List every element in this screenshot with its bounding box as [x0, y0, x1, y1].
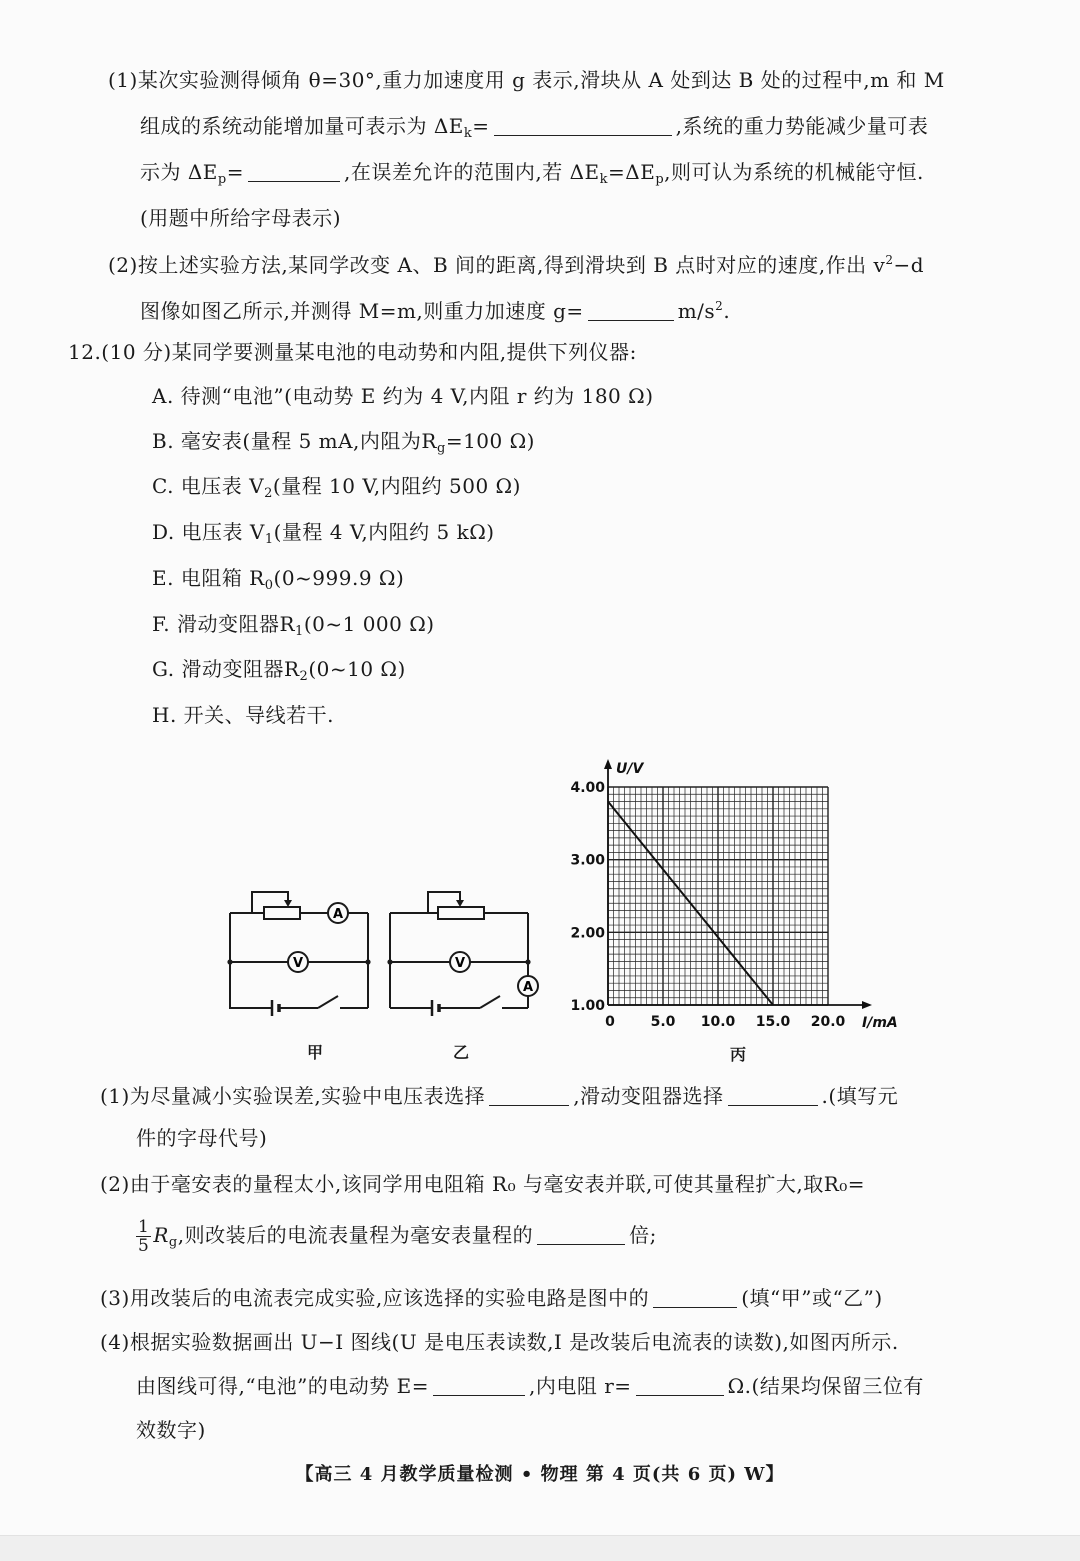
q12-sub1-line1: (1)为尽量减小实验误差,实验中电压表选择 ,滑动变阻器选择 .(填写元 [100, 1084, 899, 1108]
q12-sub3: (3)用改装后的电流表完成实验,应该选择的实验电路是图中的 (填“甲”或“乙”) [100, 1286, 883, 1310]
circuit-yi-diagram [380, 880, 550, 1020]
x-tick-label: 0 [605, 1014, 615, 1030]
figure-label-bing: 丙 [730, 1045, 747, 1064]
switch-icon [318, 996, 338, 1008]
x-tick-label: 5.0 [650, 1014, 676, 1030]
q12-item-c: C. 电压表 $V_2$(量程 10 V,内阻约 500 Ω) [152, 474, 521, 501]
figure-label-jia: 甲 [307, 1043, 324, 1062]
switch-icon [480, 996, 500, 1008]
q12-item-a: A. 待测“电池”(电动势 E 约为 4 V,内阻 r 约为 180 Ω) [152, 384, 654, 408]
answer-blank-rheostat[interactable] [728, 1083, 818, 1106]
y-tick-label: 3.00 [570, 852, 605, 869]
q12-item-h: H. 开关、导线若干. [152, 703, 335, 727]
q12-sub4-line2: 由图线可得,“电池”的电动势 E= ,内电阻 r= Ω.(结果均保留三位有 [136, 1374, 924, 1398]
wire [230, 913, 272, 1008]
answer-blank-g[interactable] [588, 298, 674, 321]
q12-header: 12.(10 分)某同学要测量某电池的电动势和内阻,提供下列仪器: [68, 340, 637, 364]
voltmeter-label: V [454, 956, 466, 971]
answer-blank-dek[interactable] [494, 113, 672, 136]
q12-sub4-line1: (4)根据实验数据画出 U−I 图线(U 是电压表读数,I 是改装后电流表的读数),如图丙所示. [100, 1330, 899, 1354]
y-axis-arrow [604, 759, 612, 769]
q12-item-f: F. 滑动变阻器$R_1(0\sim 1$ 000 Ω) [152, 612, 435, 639]
ammeter-label: A [332, 907, 344, 922]
answer-blank-internal-resistance[interactable] [636, 1373, 724, 1396]
x-axis-label: I/mA [862, 1015, 898, 1031]
q11-part2-line2: 图像如图乙所示,并测得 M=m,则重力加速度 $g= m/s^2$. [140, 299, 731, 323]
u-i-graph [560, 750, 910, 1040]
q11-part1-line2: 组成的系统动能增加量可表示为 $\Delta E_k=$ ,系统的重力势能减少量可表 [140, 114, 929, 141]
q12-item-b: B. 毫安表(量程 5 mA,内阻为$R_g=100$ Ω) [152, 429, 535, 456]
circuit-jia-diagram [222, 880, 382, 1020]
q12-sub4-line3: 效数字) [136, 1418, 206, 1442]
rheostat-icon [264, 907, 300, 919]
q11-part2-line1: (2)按上述实验方法,某同学改变 A、B 间的距离,得到滑块到 B 点时对应的速度,作出 $v^2-d$ [108, 253, 925, 277]
voltmeter-label: V [292, 956, 304, 971]
x-tick-label: 15.0 [755, 1014, 791, 1030]
y-tick-label: 1.00 [570, 998, 605, 1014]
q12-item-g: G. 滑动变阻器$R_2(0\sim 10$ Ω) [152, 657, 406, 684]
q12-item-e: E. 电阻箱 $R_0(0\sim 999.9$ Ω) [152, 566, 405, 593]
q12-sub2-line1: (2)由于毫安表的量程太小,该同学用电阻箱 R₀ 与毫安表并联,可使其量程扩大,取R₀= [100, 1172, 866, 1196]
figure-label-yi: 乙 [453, 1043, 470, 1062]
q12-sub2-line2: $\frac{1}{5}$ $R_g$,则改装后的电流表量程为毫安表量程的 倍; [138, 1217, 657, 1256]
y-tick-label: 2.00 [570, 925, 605, 942]
q12-sub1-line2: 件的字母代号) [136, 1126, 268, 1150]
answer-blank-circuit[interactable] [653, 1285, 737, 1308]
answer-blank-emf[interactable] [433, 1373, 525, 1396]
x-tick-label: 20.0 [810, 1014, 846, 1030]
y-axis-label: U/V [616, 761, 644, 777]
q11-part1-line1: (1)某次实验测得倾角 θ=30°,重力加速度用 g 表示,滑块从 A 处到达 B 处的过程中,m 和 M [108, 68, 945, 92]
q12-item-d: D. 电压表 $V_1$(量程 4 V,内阻约 5 kΩ) [152, 520, 495, 547]
q11-part1-note: (用题中所给字母表示) [140, 206, 342, 230]
page-footer: 【高三 4 月教学质量检测 • 物理 第 4 页(共 6 页) W】 [295, 1464, 785, 1485]
ammeter-label: A [522, 980, 534, 995]
bottom-bar [0, 1535, 1080, 1561]
fraction-one-fifth: $\frac{1}{5}$ [138, 1217, 150, 1256]
answer-blank-dep[interactable] [248, 159, 340, 182]
answer-blank-voltmeter[interactable] [489, 1083, 569, 1106]
rheostat-icon [438, 907, 484, 919]
x-axis-arrow [862, 1001, 872, 1009]
x-tick-label: 10.0 [700, 1014, 736, 1030]
answer-blank-multiplier[interactable] [537, 1222, 625, 1245]
q11-part1-line3: 示为 $\Delta E_p=$ ,在误差允许的范围内,若 $\Delta E_k=\Delta E_p$,则可认为系统的机械能守恒. [140, 160, 924, 187]
y-tick-label: 4.00 [570, 780, 605, 796]
